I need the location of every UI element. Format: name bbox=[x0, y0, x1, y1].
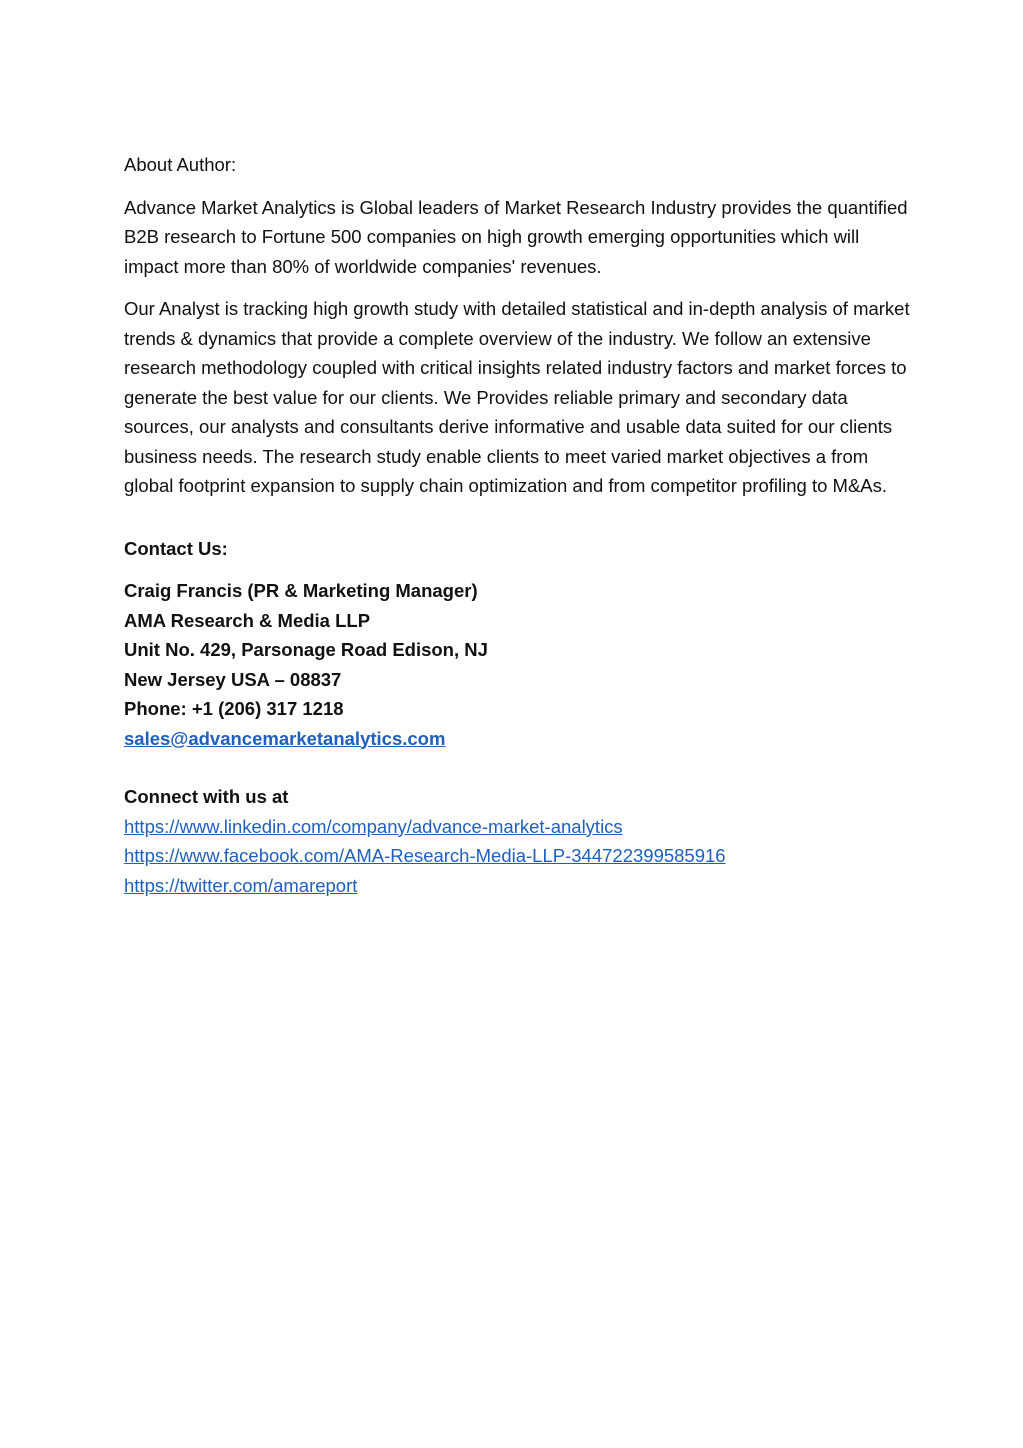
about-paragraph-2: Our Analyst is tracking high growth study with detailed statistical and in-depth analysis of market trends & dynamics that provide a complete overview of the industry. We follow an extensive research methodology coupled with critical insights related industry factors and market forces to generate the best value for our clients. We Provides reliable primary and secondary data sources, our analysts and consultants derive informative and usable data suited for our clients business needs. The research study enable clients to meet varied market objectives a from global footprint expansion to supply chain optimization and from competitor profiling to M&As. bbox=[124, 298, 910, 496]
contact-company: AMA Research & Media LLP bbox=[124, 609, 371, 631]
contact-phone: Phone: +1 (206) 317 1218 bbox=[124, 698, 344, 719]
contact-name: Craig Francis (PR & Marketing Manager) bbox=[124, 580, 478, 601]
contact-address-line-2: New Jersey USA – 08837 bbox=[124, 668, 342, 690]
linkedin-link[interactable]: https://www.linkedin.com/company/advance-market-analytics bbox=[124, 815, 623, 837]
contact-us-heading: Contact Us: bbox=[124, 537, 228, 559]
twitter-link[interactable]: https://twitter.com/amareport bbox=[124, 874, 358, 896]
facebook-link[interactable]: https://www.facebook.com/AMA-Research-Media-LLP-344722399585916 bbox=[124, 845, 726, 866]
connect-section bbox=[124, 782, 914, 900]
connect-heading: Connect with us at bbox=[124, 786, 289, 807]
about-paragraph-1: Advance Market Analytics is Global leaders of Market Research Industry provides the quantified B2B research to Fortune 500 companies on high growth emerging opportunities which will impact more than 80% of worldwide companies' revenues. bbox=[124, 196, 908, 277]
contact-details bbox=[124, 576, 914, 753]
contact-email-link[interactable]: sales@advancemarketanalytics.com bbox=[124, 727, 446, 749]
about-author-heading: About Author: bbox=[124, 154, 237, 175]
contact-address-line-1: Unit No. 429, Parsonage Road Edison, NJ bbox=[124, 639, 488, 660]
document-page bbox=[124, 150, 914, 900]
